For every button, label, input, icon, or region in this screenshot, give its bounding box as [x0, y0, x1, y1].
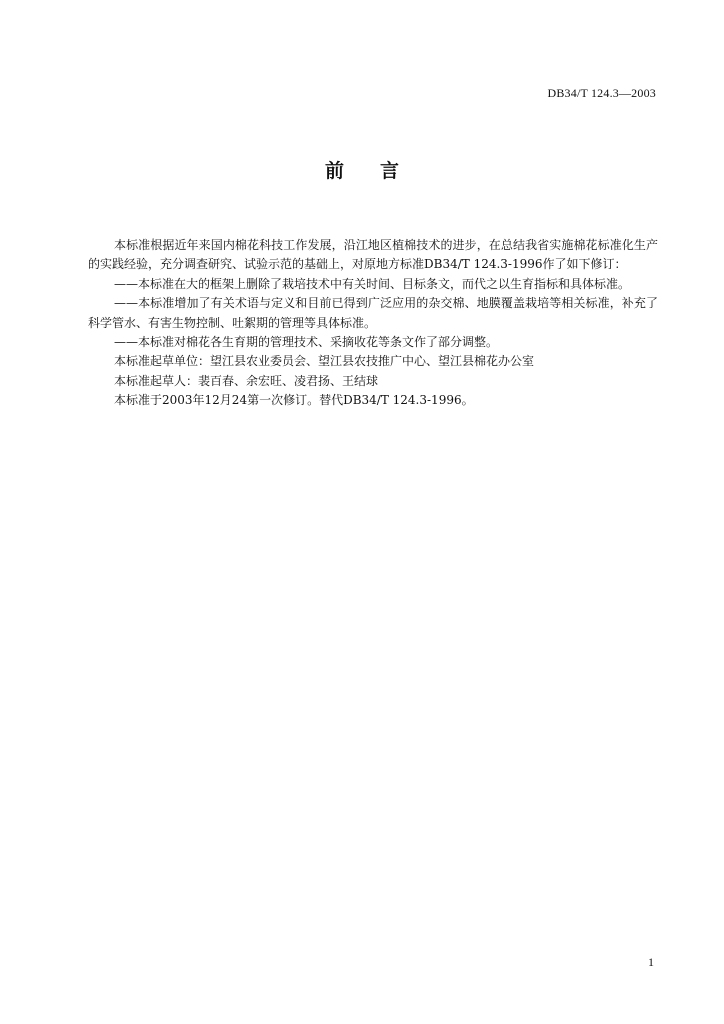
paragraph-drafting-units: 本标准起草单位：望江县农业委员会、望江县农技推广中心、望江县棉花办公室	[114, 354, 535, 369]
paragraph-drafters: 本标准起草人：裴百春、余宏旺、凌君扬、王结球	[114, 373, 379, 388]
standard-code: DB34/T 124.3—2003	[547, 86, 656, 100]
paragraph-revision-3: ——本标准对棉花各生育期的管理技术、采摘收花等条文作了部分调整。	[114, 335, 499, 350]
foreword-body	[88, 236, 658, 411]
paragraph-intro: 本标准根据近年来国内棉花科技工作发展，沿江地区植棉技术的进步，在总结我省实施棉花标准化生产的实践经验，充分调查研究、试验示范的基础上，对原地方标准DB34/T 124.3-1996作了如下修订：	[88, 238, 658, 272]
paragraph-revision-2: ——本标准增加了有关术语与定义和目前已得到广泛应用的杂交棉、地膜覆盖栽培等相关标准，补充了科学管水、有害生物控制、吐絮期的管理等具体标准。	[88, 296, 658, 330]
paragraph-revision-1: ——本标准在大的框架上删除了栽培技术中有关时间、目标条文，而代之以生育指标和具体标准。	[114, 276, 631, 291]
paragraph-revision-date: 本标准于2003年12月24第一次修订。替代DB34/T 124.3-1996。	[114, 393, 474, 408]
page-title: 前言	[324, 160, 435, 182]
page-number: 1	[648, 955, 654, 969]
